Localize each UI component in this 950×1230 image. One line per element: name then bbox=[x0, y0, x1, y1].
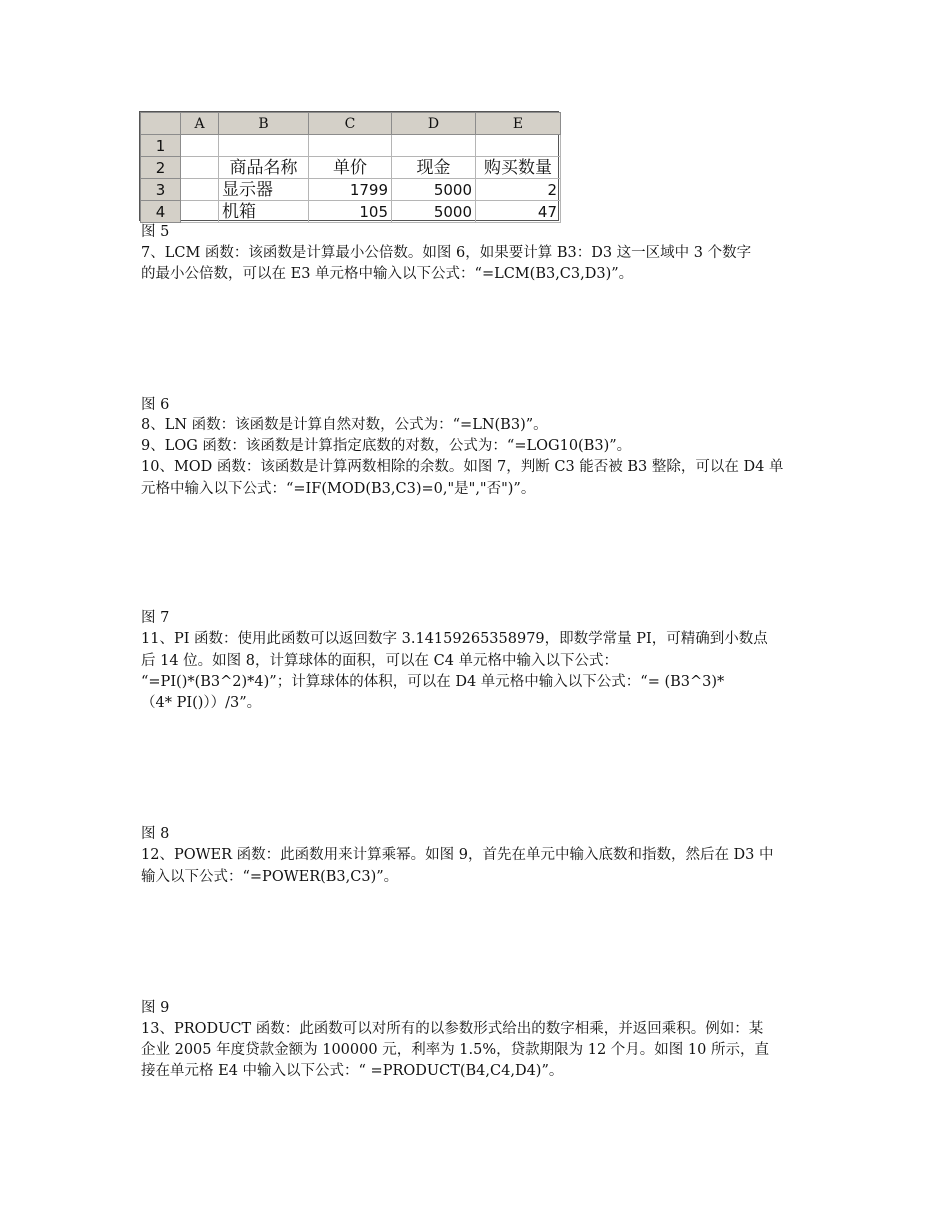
figure-caption-6: 图 6 bbox=[141, 397, 170, 413]
figure-caption-8: 图 8 bbox=[141, 826, 170, 842]
figure-caption-7: 图 7 bbox=[141, 610, 170, 626]
table-row bbox=[141, 201, 561, 223]
cell-d2: 现金 bbox=[392, 157, 476, 179]
cell-d4: 5000 bbox=[392, 201, 476, 223]
cell-a2 bbox=[181, 157, 219, 179]
column-header-c: C bbox=[309, 113, 392, 135]
cell-d3: 5000 bbox=[392, 179, 476, 201]
row-header: 1 bbox=[141, 135, 181, 157]
paragraph-pi-line-1: 11、PI 函数：使用此函数可以返回数字 3.14159265358979，即数学常量 PI，可精确到小数点 bbox=[141, 631, 768, 647]
cell-c2: 单价 bbox=[309, 157, 392, 179]
paragraph-pi-line-3: “=PI()*(B3^2)*4)”；计算球体的体积，可以在 D4 单元格中输入以下公式：“= (B3^3)* bbox=[141, 674, 725, 690]
paragraph-power-line-2: 输入以下公式：“=POWER(B3,C3)”。 bbox=[141, 869, 399, 885]
paragraph-lcm-line-1: 7、LCM 函数：该函数是计算最小公倍数。如图 6，如果要计算 B3：D3 这一区域中 3 个数字 bbox=[141, 245, 752, 261]
table-row bbox=[141, 135, 561, 157]
paragraph-product-line-2: 企业 2005 年度贷款金额为 100000 元，利率为 1.5%，贷款期限为 12 个月。如图 10 所示，直 bbox=[141, 1042, 769, 1058]
cell-b3: 显示器 bbox=[219, 179, 309, 201]
cell-a4 bbox=[181, 201, 219, 223]
paragraph-mod-line-2: 元格中输入以下公式：“=IF(MOD(B3,C3)=0,"是","否")”。 bbox=[141, 481, 536, 497]
figure-caption-5: 图 5 bbox=[141, 224, 170, 240]
column-header-e: E bbox=[476, 113, 561, 135]
spreadsheet-figure-5 bbox=[139, 111, 559, 221]
table-row bbox=[141, 157, 561, 179]
paragraph-power-line-1: 12、POWER 函数：此函数用来计算乘幂。如图 9，首先在单元中输入底数和指数，然后在 D3 中 bbox=[141, 847, 774, 863]
paragraph-lcm-line-2: 的最小公倍数，可以在 E3 单元格中输入以下公式：“=LCM(B3,C3,D3)”。 bbox=[141, 266, 634, 282]
cell-a3 bbox=[181, 179, 219, 201]
cell-b4: 机箱 bbox=[219, 201, 309, 223]
column-header-b: B bbox=[219, 113, 309, 135]
paragraph-ln: 8、LN 函数：该函数是计算自然对数，公式为：“=LN(B3)”。 bbox=[141, 417, 548, 433]
row-header: 4 bbox=[141, 201, 181, 223]
cell-b1 bbox=[219, 135, 309, 157]
cell-a1 bbox=[181, 135, 219, 157]
cell-b2: 商品名称 bbox=[219, 157, 309, 179]
cell-e2: 购买数量 bbox=[476, 157, 561, 179]
paragraph-product-line-1: 13、PRODUCT 函数：此函数可以对所有的以参数形式给出的数字相乘，并返回乘积。例如：某 bbox=[141, 1021, 764, 1037]
corner-cell bbox=[141, 113, 181, 135]
row-header: 2 bbox=[141, 157, 181, 179]
paragraph-pi-line-4: （4* PI()））/3”。 bbox=[141, 695, 262, 711]
cell-c1 bbox=[309, 135, 392, 157]
paragraph-mod-line-1: 10、MOD 函数：该函数是计算两数相除的余数。如图 7，判断 C3 能否被 B3 整除，可以在 D4 单 bbox=[141, 459, 784, 475]
cell-e1 bbox=[476, 135, 561, 157]
paragraph-pi-line-2: 后 14 位。如图 8，计算球体的面积，可以在 C4 单元格中输入以下公式： bbox=[141, 653, 619, 669]
row-header: 3 bbox=[141, 179, 181, 201]
column-header-a: A bbox=[181, 113, 219, 135]
paragraph-log: 9、LOG 函数：该函数是计算指定底数的对数，公式为：“=LOG10(B3)”。 bbox=[141, 438, 632, 454]
cell-c4: 105 bbox=[309, 201, 392, 223]
figure-caption-9: 图 9 bbox=[141, 1000, 170, 1016]
column-header-row bbox=[141, 113, 561, 135]
spreadsheet-table bbox=[140, 112, 561, 223]
column-header-d: D bbox=[392, 113, 476, 135]
cell-e4: 47 bbox=[476, 201, 561, 223]
cell-c3: 1799 bbox=[309, 179, 392, 201]
cell-d1 bbox=[392, 135, 476, 157]
cell-e3: 2 bbox=[476, 179, 561, 201]
table-row bbox=[141, 179, 561, 201]
paragraph-product-line-3: 接在单元格 E4 中输入以下公式：“ =PRODUCT(B4,C4,D4)”。 bbox=[141, 1063, 564, 1079]
